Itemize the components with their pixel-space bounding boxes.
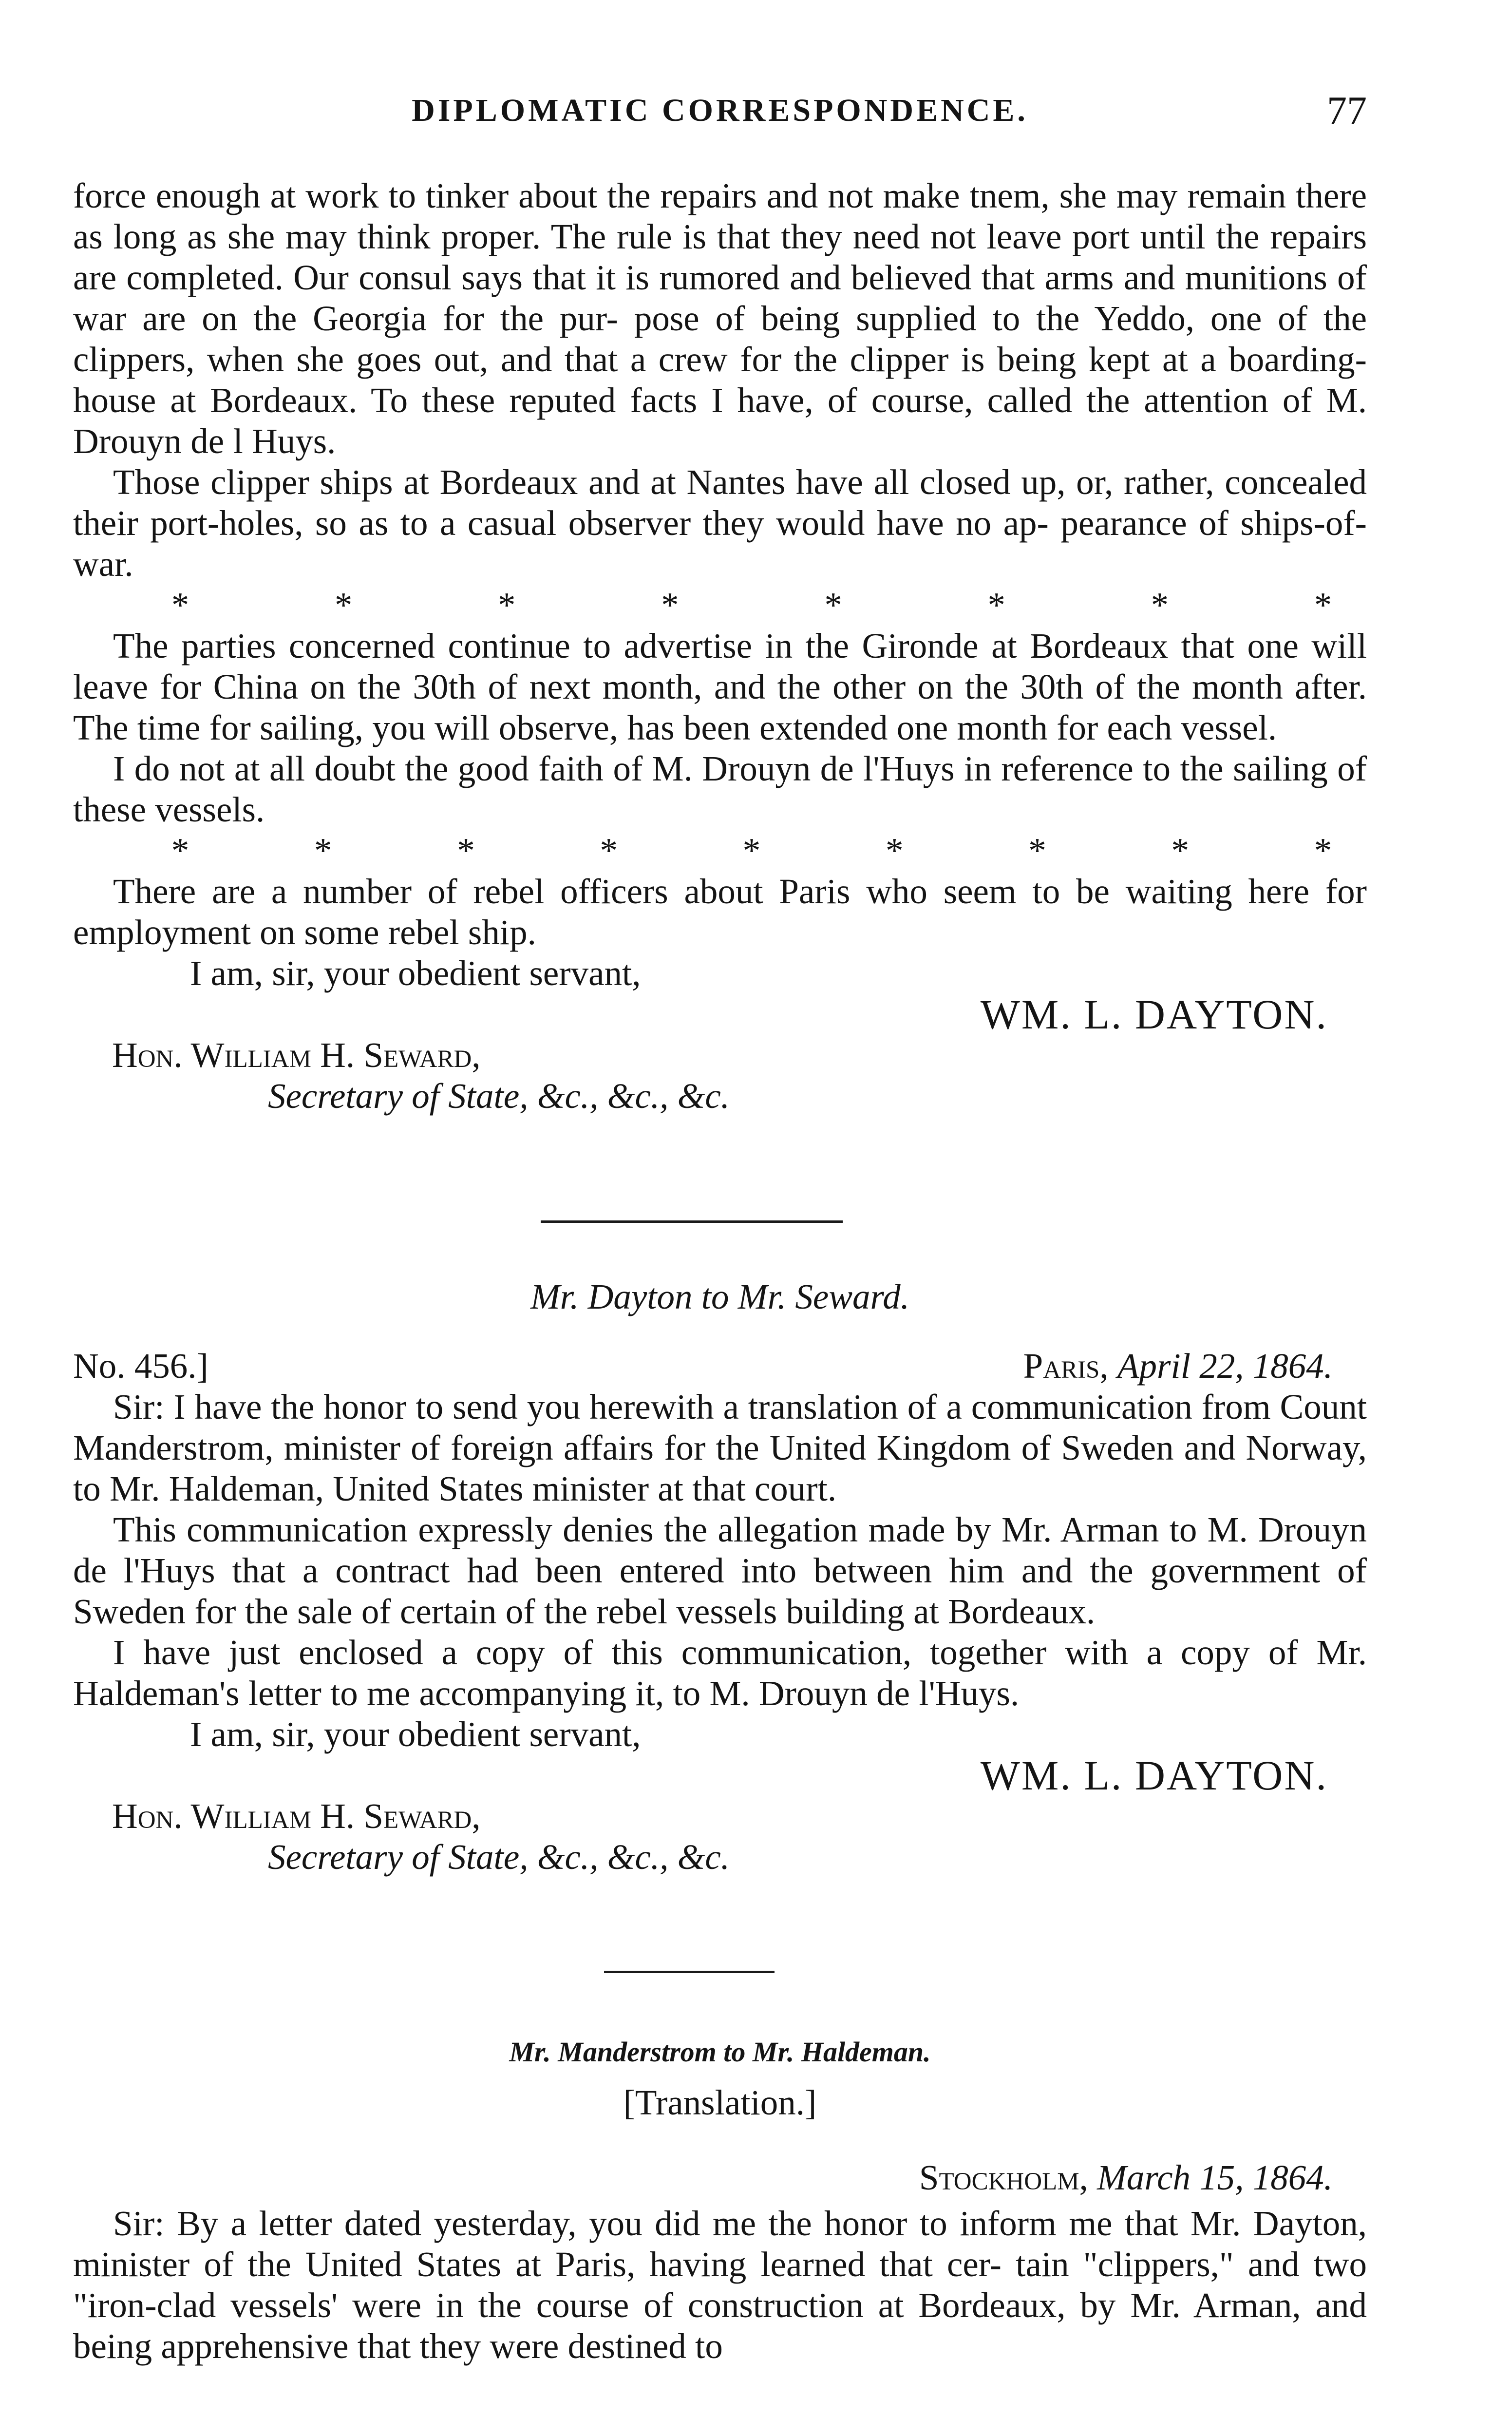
- page-number: 77: [1327, 88, 1367, 133]
- paragraph: I have just enclosed a copy of this communication, together with a copy of Mr. Haldeman's letter to me accompanying it, to M. Drouyn de l'Huys.: [73, 1633, 1367, 1713]
- despatch-number: No. 456.]: [73, 1346, 208, 1386]
- letter-manderstrom-to-haldeman: [73, 2032, 1367, 2367]
- addressee-title: Secretary of State, &c., &c., &c.: [268, 1837, 730, 1877]
- running-header: [73, 90, 1367, 139]
- letter-heading: Mr. Dayton to Mr. Seward.: [530, 1277, 909, 1316]
- paragraph: Sir: By a letter dated yesterday, you did me the honor to inform me that Mr. Dayton, minister of the United States at Paris, having learned that cer- tain "clippers," and two "iron-clad vessels' were in the course of construction at Bordeaux, by Mr. Arman, and being apprehensive that they were destined to: [73, 2204, 1367, 2366]
- place-date: Stockholm, March 15, 1864.: [919, 2158, 1333, 2197]
- ellipsis-stars: * * * * * * * * *: [171, 831, 1332, 870]
- section-divider: [604, 1971, 775, 1973]
- letter-continuation: [73, 175, 1367, 1117]
- addressee-name: Hon. William H. Seward,: [112, 1796, 481, 1836]
- paragraph: I do not at all doubt the good faith of M. Drouyn de l'Huys in reference to the sailing of these vessels.: [73, 749, 1367, 829]
- complimentary-close: I am, sir, your obedient servant,: [190, 1714, 641, 1754]
- running-title: DIPLOMATIC CORRESPONDENCE.: [412, 93, 1028, 128]
- paragraph: force enough at work to tinker about the repairs and not make tnem, she may remain there as long as she may think proper. The rule is that they need not leave port until the repairs are completed. Our consul says that it is rumored and believed that arms and munitions of war are on the Georgia for the pur- pose of being supplied to the Yeddo, one of the clippers, when she goes out, and that a crew for the clipper is being kept at a boarding-house at Bordeaux. To these reputed facts I have, of course, called the attention of M. Drouyn de l Huys.: [73, 176, 1367, 461]
- signature: WM. L. DAYTON.: [980, 1752, 1328, 1799]
- translation-note: [Translation.]: [623, 2083, 817, 2122]
- place-date: Paris, April 22, 1864.: [1023, 1346, 1333, 1386]
- complimentary-close: I am, sir, your obedient servant,: [190, 953, 641, 993]
- paragraph: Sir: I have the honor to send you herewith a translation of a communication from Count Manderstrom, minister of foreign affairs for the United Kingdom of Sweden and Norway, to Mr. Haldeman, United States minister at that court.: [73, 1387, 1367, 1508]
- paragraph: There are a number of rebel officers about Paris who seem to be waiting here for employment on some rebel ship.: [73, 872, 1367, 952]
- addressee-name: Hon. William H. Seward,: [112, 1035, 481, 1075]
- paragraph: This communication expressly denies the allegation made by Mr. Arman to M. Drouyn de l'Huys that a contract had been entered into between him and the government of Sweden for the sale of certain of the rebel vessels building at Bordeaux.: [73, 1510, 1367, 1631]
- signature: WM. L. DAYTON.: [980, 991, 1328, 1038]
- addressee-title: Secretary of State, &c., &c., &c.: [268, 1076, 730, 1116]
- section-divider: [541, 1220, 843, 1223]
- paragraph: Those clipper ships at Bordeaux and at Nantes have all closed up, or, rather, concealed their port-holes, so as to a casual observer they would have no ap- pearance of ships-of-war.: [73, 462, 1367, 584]
- letter-heading: Mr. Manderstrom to Mr. Haldeman.: [509, 2036, 931, 2068]
- dateline: [73, 1346, 1367, 1387]
- ellipsis-stars: * * * * * * * *: [171, 585, 1332, 625]
- letter-dayton-to-seward: [73, 1276, 1367, 1878]
- paragraph: The parties concerned continue to advertise in the Gironde at Bordeaux that one will leave for China on the 30th of next month, and the other on the 30th of the month after. The time for sailing, you will observe, has been extended one month for each vessel.: [73, 626, 1367, 747]
